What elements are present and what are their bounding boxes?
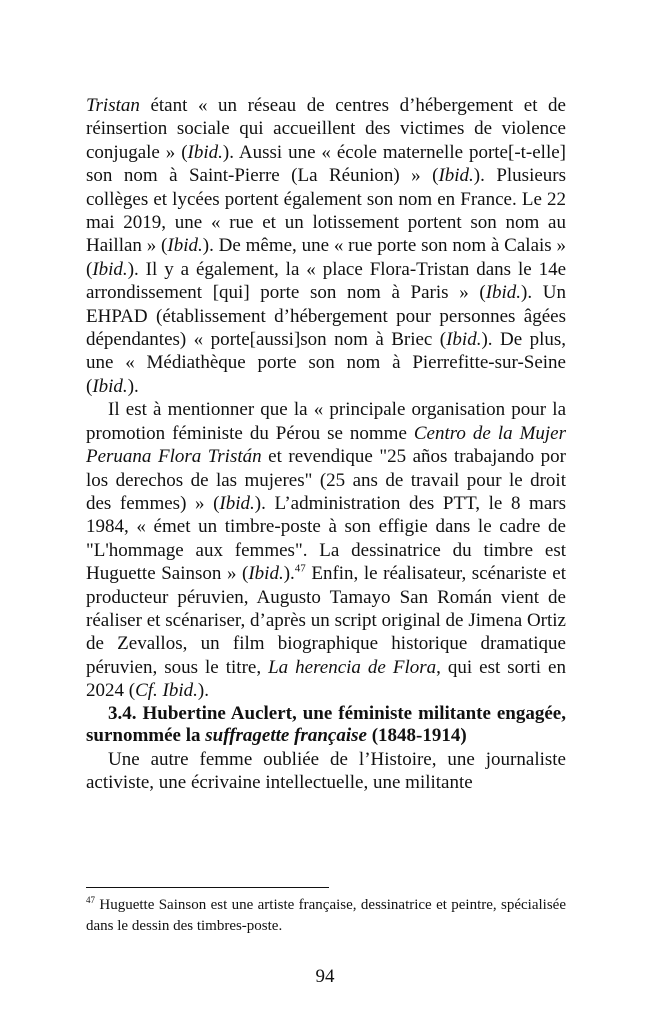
italic-text: Ibid.: [167, 235, 203, 257]
paragraph-3: [86, 748, 566, 795]
italic-text: Ibid.: [485, 282, 522, 304]
text-run: ).: [283, 563, 295, 585]
italic-text: Tristan: [86, 95, 140, 116]
italic-text: suffragette française: [205, 725, 367, 747]
text-run: ).: [127, 375, 139, 397]
text-run: ). L’administration des PTT, le 8 mars 1984, « émet un timbre-poste à son effigie dans le cadre de "L'hommage aux femmes". La dessinatrice du timbre est Huguette Sainson » (: [86, 492, 566, 585]
italic-text: Centro de la Mujer Peruana Flora Tristán: [86, 422, 567, 468]
italic-text: Ibid.: [92, 375, 128, 397]
italic-text: Ibid.: [438, 165, 474, 187]
italic-text: Ibid.: [446, 329, 482, 351]
footnote-ref: 47: [294, 562, 306, 575]
text-run: ). Un EHPAD (établissement d’hébergement pour personnes âgées dépendantes) « porte[aussi]son nom à Briec (: [86, 282, 566, 351]
footnote-number: 47: [86, 895, 95, 905]
text-run: ). Il y a également, la « place Flora-Tristan dans le 14e arrondissement [qui] porte son nom à Paris » (: [86, 258, 566, 304]
text-run: étant « un réseau de centres d’hébergement et de réinsertion sociale qui accueillent des victimes de violence conjugale » (: [86, 95, 566, 163]
section-heading: [86, 703, 566, 748]
text-run: (1848-1914): [366, 725, 467, 747]
italic-text: Cf. Ibid.: [135, 680, 198, 702]
footnote: [86, 895, 566, 937]
text-run: Enfin, le réalisateur, scénariste et producteur péruvien, Augusto Tamayo San Román vient de réaliser et scénariser, d’après un script original de Jimena Ortiz de Zevallos, un film biographique historique dramatique péruvien, sous le titre,: [86, 563, 566, 678]
italic-text: Ibid.: [219, 492, 255, 514]
text-run: et revendique "25 años trabajando por los derechos de las mujeres" (25 ans de travail pour le droit des femmes) » (: [86, 446, 567, 514]
text-run: ). Aussi une « école maternelle porte[-t-elle] son nom à Saint-Pierre (La Réunion) » (: [86, 141, 567, 187]
text-run: ).: [197, 680, 209, 702]
body-text: [86, 94, 566, 794]
paragraph-1: [86, 94, 566, 398]
text-run: ). De même, une « rue porte son nom à Calais » (: [86, 235, 566, 280]
paragraph-2: [86, 398, 566, 702]
footnote-separator: [86, 887, 329, 888]
italic-text: Ibid.: [92, 258, 128, 280]
text-run: Il est à mentionner que la « principale organisation pour la promotion féministe du Pérou se nomme: [86, 399, 566, 444]
footnote-text: Huguette Sainson est une artiste française, dessinatrice et peintre, spécialisée dans le dessin des timbres-poste.: [86, 897, 566, 934]
italic-text: Ibid.: [187, 141, 223, 163]
text-run: Une autre femme oubliée de l’Histoire, une journaliste activiste, une écrivaine intellectuelle, une militante: [86, 748, 566, 793]
text-run: 3.4. Hubertine Auclert, une féministe militante engagée, surnommée la: [86, 702, 566, 747]
text-run: , qui est sorti en 2024 (: [86, 656, 566, 702]
text-run: ). De plus, une « Médiathèque porte son nom à Pierrefitte-sur-Seine (: [86, 329, 566, 397]
italic-text: Ibid.: [248, 563, 284, 585]
page-number: 94: [315, 966, 335, 987]
text-run: ). Plusieurs collèges et lycées portent également son nom en France. Le 22 mai 2019, une « rue et un lotissement portent son nom au Haillan » (: [86, 165, 566, 257]
italic-text: La herencia de Flora: [268, 656, 437, 678]
